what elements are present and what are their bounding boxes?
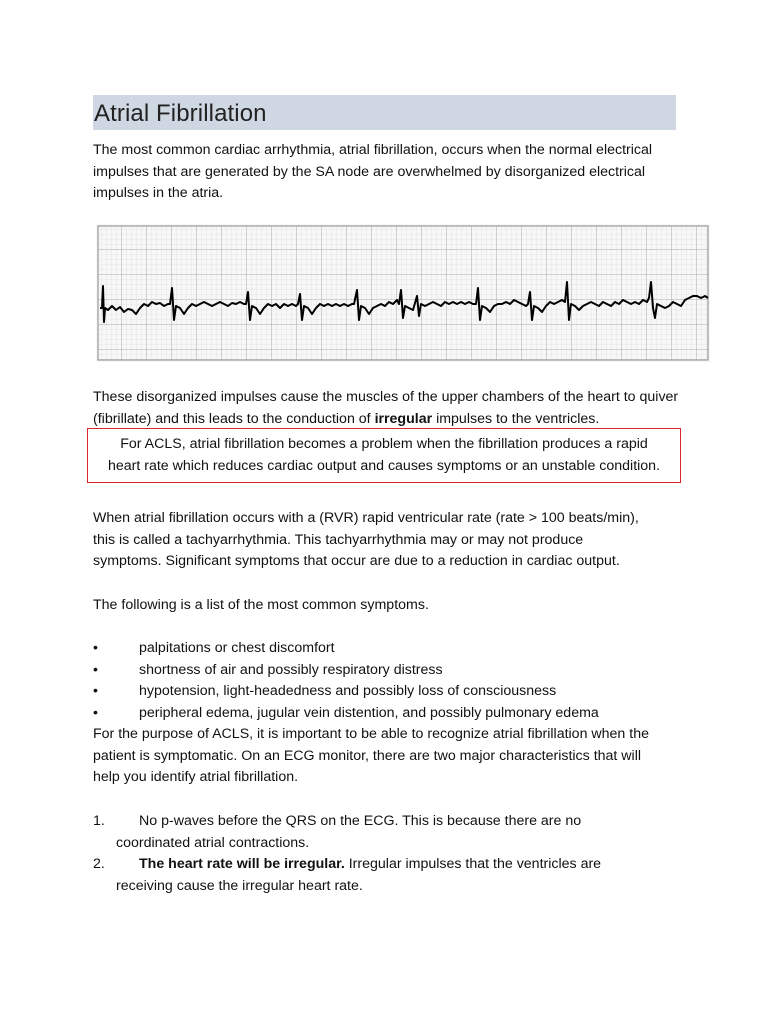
purpose-line-3: help you identify atrial fibrillation. <box>93 769 299 785</box>
symptom-text: peripheral edema, jugular vein distention, and possibly pulmonary edema <box>139 704 599 721</box>
quiver-bold-word: irregular <box>374 410 433 427</box>
characteristic-text: Irregular impulses that the ventricles are <box>344 856 602 872</box>
purpose-line-2: patient is symptomatic. On an ECG monitor, there are two major characteristics that will <box>93 747 641 764</box>
item-number: 2. <box>93 856 105 872</box>
quiver-paragraph <box>93 387 683 430</box>
bullet-icon: • <box>93 640 98 656</box>
characteristic-item <box>93 811 673 854</box>
bullet-icon: • <box>93 704 98 721</box>
characteristic-text-cont: receiving cause the irregular heart rate. <box>116 877 363 894</box>
intro-paragraph: The most common cardiac arrhythmia, atrial fibrillation, occurs when the normal electrical impulses that are generated by the SA node are overwhelmed by disorganized electrical impulses in the atria. <box>93 142 653 201</box>
callout-line-1: For ACLS, atrial fibrillation becomes a problem when the fibrillation produces a rapid <box>120 436 648 452</box>
purpose-line-1: For the purpose of ACLS, it is important to be able to recognize atrial fibrillation when the <box>93 726 649 742</box>
symptom-text: hypotension, light-headedness and possibly loss of consciousness <box>139 683 557 699</box>
ecg-strip-image <box>96 224 710 362</box>
ecg-strip-icon <box>96 224 710 362</box>
bullet-icon: • <box>93 683 98 699</box>
characteristic-item <box>93 854 673 897</box>
characteristic-bold: The heart rate will be irregular. <box>139 856 345 872</box>
rvr-line-2: this is called a tachyarrhythmia. This tachyarrhythmia may or may not produce <box>93 531 584 548</box>
symptom-text: palpitations or chest discomfort <box>139 640 335 656</box>
callout-line-2: heart rate which reduces cardiac output and causes symptoms or an unstable condition. <box>107 457 661 474</box>
symptom-text: shortness of air and possibly respiratory distress <box>139 661 443 678</box>
page-title: Atrial Fibrillation <box>94 100 267 127</box>
purpose-paragraph <box>93 724 683 789</box>
rvr-paragraph <box>93 508 683 573</box>
title-bar <box>93 95 676 130</box>
characteristic-text-cont: coordinated atrial contractions. <box>116 834 310 851</box>
item-number: 1. <box>93 813 105 829</box>
bullet-icon: • <box>93 661 98 678</box>
acls-callout-box <box>87 428 681 483</box>
rvr-line-3: symptoms. Significant symptoms that occur are due to a reduction in cardiac output. <box>93 553 620 569</box>
quiver-text-after: impulses to the ventricles. <box>432 410 600 427</box>
rvr-line-1: When atrial fibrillation occurs with a (RVR) rapid ventricular rate (rate > 100 beats/min), <box>93 510 639 526</box>
characteristic-text: No p-waves before the QRS on the ECG. This is because there are no <box>139 813 582 829</box>
list-intro: The following is a list of the most common symptoms. <box>93 597 429 613</box>
quiver-text-before: These disorganized impulses cause the muscles of the upper chambers of the heart to quiver (fibrillate) and this leads to the conduction of <box>93 389 679 427</box>
